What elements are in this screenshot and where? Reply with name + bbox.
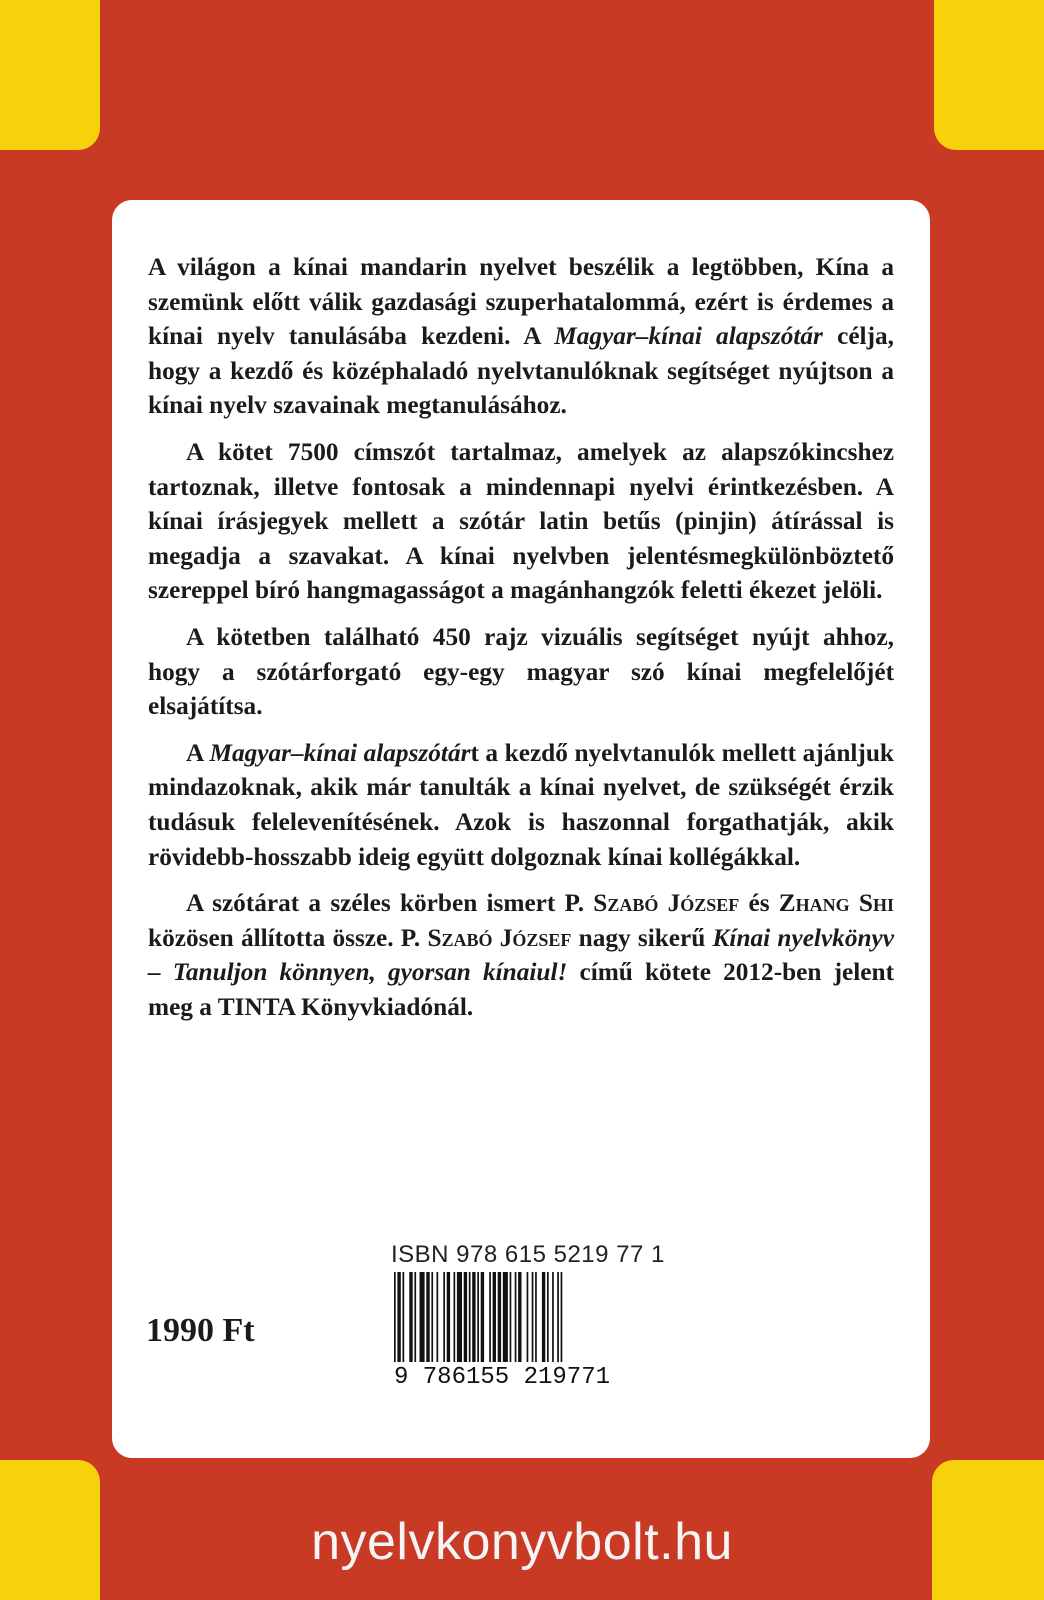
barcode xyxy=(374,1272,630,1387)
price: 1990 Ft xyxy=(146,1312,255,1349)
blurb-text xyxy=(148,250,894,1036)
barcode-bars xyxy=(394,1272,562,1372)
paragraph-4 xyxy=(148,736,894,874)
other-book-title-italic: Kínai nyelvkönyv – Tanuljon könnyen, gyorsan kínaiul! xyxy=(148,923,895,987)
author-name: Szabó József xyxy=(427,923,572,952)
site-watermark: nyelvkonyvbolt.hu xyxy=(311,1513,733,1571)
paragraph-2: A kötet 7500 címszót tartalmaz, amelyek az alapszókincshez tartoznak, illetve fontosak a mindennapi nyelvi érintkezésben. A kínai írásjegyek mellett a szótár latin betűs (pinjin) átírással is megadja a szavakat. A kínai nyelvben jelentésmegkülönböztető szereppel bíró hangmagasságot a magánhangzók feletti ékezet jelöli. xyxy=(148,437,894,605)
paragraph-5-text-b: és xyxy=(739,889,779,918)
book-title-italic: Magyar–kínai alapszótár xyxy=(554,322,823,351)
corner-decoration-top-right xyxy=(934,0,1044,150)
paragraph-5-text-a: A szótárat a széles körben ismert P. xyxy=(186,889,594,918)
isbn-label: ISBN 978 615 5219 77 1 xyxy=(391,1241,665,1268)
book-title-italic: Magyar–kínai alapszótár xyxy=(209,738,471,767)
paragraph-4-text-b: t a kezdő nyelvtanulók mellett ajánljuk mindazoknak, akik már tanulták a kínai nyelvet, de szükségét érzik tudásuk felelevenítésének. Azok is haszonnal forgathatják, akik rövidebb-hosszabb ideig együtt dolgoznak kínai kollégákkal. xyxy=(148,738,894,871)
corner-decoration-top-left xyxy=(0,0,100,150)
back-cover-panel xyxy=(112,200,930,1458)
author-name: Szabó József xyxy=(593,889,740,918)
paragraph-1-text-b: célja, hogy a kezdő és középhaladó nyelvtanulóknak segítséget nyújtson a kínai nyelv szavainak megtanulásához. xyxy=(148,322,894,420)
paragraph-5 xyxy=(148,886,894,1024)
paragraph-5-text-c: közösen állította össze. P. xyxy=(148,923,428,952)
paragraph-3: A kötetben található 450 rajz vizuális segítséget nyújt ahhoz, hogy a szótárforgató egy-egy magyar szó kínai megfelelőjét elsajátítsa. xyxy=(148,622,894,721)
paragraph-5-text-d: nagy sikerű xyxy=(571,923,713,952)
barcode-digits: 9 786155 219771 xyxy=(393,1364,611,1387)
coauthor-name: Zhang Shi xyxy=(778,889,894,918)
paragraph-1 xyxy=(148,250,894,423)
paragraph-1-text-a: A világon a kínai mandarin nyelvet beszélik a legtöbben, Kína a szemünk előtt válik gazdasági szuperhatalommá, ezért is érdemes a kínai nyelv tanulásába kezdeni. A xyxy=(148,253,894,351)
paragraph-5-text-e: című kötete 2012-ben jelent meg a TINTA Könyvkiadónál. xyxy=(148,958,894,1021)
paragraph-4-text-a: A xyxy=(186,738,210,767)
